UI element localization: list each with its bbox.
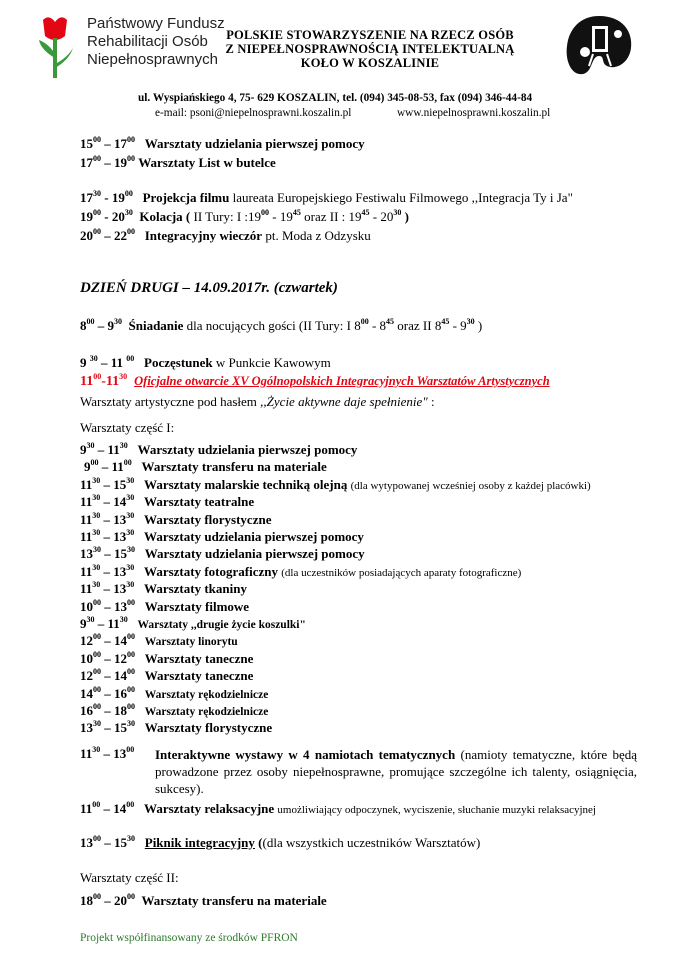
schedule-text: Warsztaty malarskie techniką olejną bbox=[144, 476, 348, 492]
schedule-text: Warsztaty udzielania pierwszej pomocy bbox=[144, 546, 365, 562]
schedule-row: $14^{00} - 16^{00}$ Warsztaty rękodzielnicze bbox=[80, 684, 269, 701]
schedule-text: Warsztaty ,,drugie życie koszulki" bbox=[137, 619, 306, 631]
schedule-text: 00 bbox=[127, 684, 135, 694]
schedule-text: 30 bbox=[126, 510, 135, 520]
schedule-text: 30 bbox=[92, 580, 101, 590]
schedule-text: 18 bbox=[114, 703, 127, 718]
schedule-text: 10 bbox=[80, 598, 93, 614]
day-two-heading: DZIEŃ DRUGI – 14.09.2017r. (czwartek) bbox=[80, 280, 338, 296]
schedule-text: 30 bbox=[92, 562, 101, 572]
schedule-text: 00 bbox=[127, 597, 135, 607]
schedule-text: 9 bbox=[80, 616, 87, 631]
schedule-row: $12^{00} - 14^{00}$ Warsztaty taneczne bbox=[80, 667, 254, 684]
schedule-row: $9^{30} - 11^{30}$ Warsztaty udzielania pierwszej pomocy bbox=[80, 441, 358, 457]
schedule-text: 30 bbox=[126, 475, 135, 485]
schedule-row: $20^{00} - 22^{00}$ Integracyjny wieczór pt. Moda z Odzysku bbox=[80, 227, 371, 243]
schedule-row: $13^{30} - 15^{30}$ Warsztaty florystyczne bbox=[80, 719, 273, 736]
schedule-row: $11^{30} - 13^{30}$ Warsztaty tkaniny bbox=[80, 580, 247, 597]
schedule-row: $18^{00} - 20^{00}$ Warsztaty transferu na materiale bbox=[80, 892, 327, 908]
schedule-row: $12^{00} - 14^{00}$ Warsztaty linorytu bbox=[80, 632, 238, 649]
schedule-text: 13 bbox=[113, 529, 127, 544]
schedule-row: $11^{30} - 14^{30}$ Warsztaty teatralne bbox=[80, 493, 255, 510]
motto-line: Warsztaty artystyczne pod hasłem ,,Życie aktywne daje spełnienie" : bbox=[80, 394, 435, 409]
schedule-text: 14 bbox=[114, 633, 127, 649]
schedule-text: 30 bbox=[126, 528, 135, 537]
schedule-row: $10^{00} - 13^{00}$ Warsztaty filmowe bbox=[80, 597, 250, 614]
address: ul. Wyspiańskiego 4, 75- 629 KOSZALIN, tel. (094) 345-08-53, fax (094) 346-44-84 bbox=[138, 92, 533, 104]
schedule-text: Warsztaty udzielania pierwszej pomocy bbox=[137, 442, 358, 457]
schedule-text: 30 bbox=[86, 615, 95, 624]
schedule-text: 12 bbox=[80, 633, 93, 649]
schedule-row: $9^{00} - 11^{00}$ Warsztaty transferu na materiale bbox=[84, 458, 327, 475]
schedule-text: (dla uczestników posiadających aparaty fotograficzne) bbox=[281, 566, 522, 579]
pfron-name-line-2: Rehabilitacji Osób bbox=[87, 33, 208, 50]
schedule-text: 14 bbox=[113, 494, 127, 510]
schedule-text: Warsztaty udzielania pierwszej pomocy bbox=[144, 529, 364, 544]
part1-label: Warsztaty część I: bbox=[80, 420, 175, 435]
schedule-text: 16 bbox=[80, 703, 93, 718]
opening-row: $11^{00}-11^{30}$ Oficjalne otwarcie XV Ogólnopolskich Integracyjnych Warsztatów Artystycznych bbox=[80, 372, 550, 389]
schedule-text: Warsztaty rękodzielnicze bbox=[144, 706, 269, 718]
schedule-text: Warsztaty taneczne bbox=[144, 650, 254, 666]
schedule-text: 13 bbox=[113, 511, 127, 527]
schedule-text: 10 bbox=[80, 650, 93, 666]
schedule-text: 14 bbox=[80, 685, 93, 701]
schedule-text: (dla wytypowanej wcześniej osoby z każdej placówki) bbox=[350, 479, 591, 492]
schedule-text: 15 bbox=[113, 476, 127, 492]
schedule-text: 14 bbox=[114, 668, 127, 684]
schedule-text: 13 bbox=[80, 720, 93, 736]
schedule-text: 00 bbox=[123, 458, 132, 468]
schedule-text: 11 bbox=[80, 494, 93, 510]
schedule-text: 30 bbox=[126, 580, 135, 590]
schedule-text: Warsztaty fotograficzny bbox=[144, 563, 278, 579]
schedule-row: $10^{00} - 12^{00}$ Warsztaty taneczne bbox=[80, 649, 254, 666]
schedule-row: $19^{00} - 20^{30}$ Kolacja ( II Tury: I $:19^{00} - 19^{45}$ oraz II : $19^{45} - 20^{30}$ ) bbox=[80, 208, 409, 224]
email[interactable]: e-mail: psoni@niepelnosprawni.koszalin.pl bbox=[155, 107, 352, 119]
website-link[interactable]: www.niepelnosprawni.koszalin.pl bbox=[397, 107, 551, 119]
pfron-logo bbox=[35, 14, 83, 80]
org-name-line-1: POLSKIE STOWARZYSZENIE NA RZECZ OSÓB bbox=[226, 28, 514, 42]
schedule-text: 00 bbox=[93, 597, 101, 607]
schedule-text: 13 bbox=[113, 563, 127, 579]
schedule-text: 11 bbox=[80, 476, 93, 492]
palette-logo bbox=[563, 12, 635, 82]
schedule-row: $11^{30} - 13^{30}$ Warsztaty florystyczne bbox=[80, 510, 272, 527]
schedule-text: 11 bbox=[80, 563, 93, 579]
schedule-text: 9 bbox=[84, 459, 91, 475]
schedule-text: Warsztaty florystyczne bbox=[144, 511, 272, 527]
schedule-text: 13 bbox=[80, 546, 93, 562]
schedule-text: 9 bbox=[80, 442, 87, 457]
schedule-text: 15 bbox=[114, 720, 127, 736]
schedule-text: 30 bbox=[127, 719, 135, 729]
schedule-text: Warsztaty rękodzielnicze bbox=[144, 688, 269, 701]
schedule-text: 12 bbox=[80, 668, 93, 684]
schedule-text: 00 bbox=[90, 458, 99, 468]
schedule-text: 00 bbox=[127, 702, 135, 711]
schedule-text: 12 bbox=[114, 650, 127, 666]
schedule-row: $11^{30} - 13^{30}$ Warsztaty udzielania pierwszej pomocy bbox=[80, 528, 364, 544]
pfron-tulip-icon bbox=[35, 14, 83, 80]
schedule-text: 11 bbox=[107, 616, 120, 631]
part2-label: Warsztaty część II: bbox=[80, 870, 179, 885]
schedule-text: 30 bbox=[119, 615, 128, 624]
footer-note: Projekt współfinansowany ze środków PFRON bbox=[80, 932, 298, 944]
schedule-text: 00 bbox=[127, 667, 135, 677]
snack-row: 9 $^{30}$ – 11 $^{00}$ Poczęstunek w Punkcie Kawowym bbox=[80, 354, 331, 370]
pfron-name-line-1: Państwowy Fundusz bbox=[87, 15, 225, 32]
schedule-text: Warsztaty tkaniny bbox=[144, 581, 247, 597]
schedule-text: 30 bbox=[92, 528, 101, 537]
schedule-text: 00 bbox=[93, 702, 101, 711]
schedule-text: 30 bbox=[127, 545, 135, 555]
schedule-text: 13 bbox=[114, 598, 127, 614]
schedule-text: 30 bbox=[86, 441, 95, 450]
schedule-row: $16^{00} - 18^{00}$ Warsztaty rękodzielnicze bbox=[80, 702, 269, 718]
schedule-text: 30 bbox=[126, 493, 135, 503]
schedule-text: 11 bbox=[111, 459, 124, 475]
org-name-line-3: KOŁO W KOSZALINIE bbox=[300, 56, 440, 70]
schedule-text: 30 bbox=[93, 719, 101, 729]
schedule-text: Warsztaty filmowe bbox=[144, 598, 250, 614]
schedule-text: 11 bbox=[80, 511, 93, 527]
schedule-text: 11 bbox=[107, 442, 120, 457]
schedule-text: 00 bbox=[93, 632, 101, 642]
exhibits-time: $11^{30} - 13^{00}$ bbox=[80, 745, 135, 761]
schedule-text: 30 bbox=[92, 475, 101, 485]
org-name-line-2: Z NIEPEŁNOSPRAWNOŚCIĄ INTELEKTUALNĄ bbox=[225, 42, 515, 56]
schedule-text: 00 bbox=[93, 667, 101, 677]
schedule-text: Warsztaty teatralne bbox=[144, 494, 255, 510]
schedule-row: $15^{00} - 17^{00}$ Warsztaty udzielania pierwszej pomocy bbox=[80, 135, 365, 151]
schedule-text: 15 bbox=[114, 546, 127, 562]
schedule-text: 00 bbox=[93, 684, 101, 694]
schedule-text: 00 bbox=[93, 649, 101, 659]
schedule-text: Warsztaty transferu na materiale bbox=[141, 459, 327, 475]
schedule-text: 11 bbox=[80, 581, 93, 597]
schedule-text: Warsztaty linorytu bbox=[144, 636, 238, 649]
schedule-row: $17^{00} - 19^{00}$ Warsztaty List w butelce bbox=[80, 154, 276, 170]
exhibits-text: Interaktywne wystawy w 4 namiotach tematycznych (namioty tematyczne, które będą prowadzone przez osoby niepełnosprawne, promujące szczególne ich talenty, osiągnięcia, sukcesy). bbox=[155, 747, 638, 796]
picnic-row: $13^{00} - 15^{30}$ Piknik integracyjny ((dla wszystkich uczestników Warsztatów) bbox=[80, 834, 481, 850]
schedule-text: 30 bbox=[119, 441, 128, 450]
schedule-row: $11^{30} - 15^{30}$ Warsztaty malarskie techniką olejną (dla wytypowanej wcześniej osoby z każdej placówki) bbox=[80, 475, 591, 492]
palette-icon bbox=[563, 12, 635, 82]
schedule-text: 00 bbox=[127, 649, 135, 659]
schedule-row: $11^{30} - 13^{30}$ Warsztaty fotograficzny (dla uczestników posiadających aparaty fotograficzne) bbox=[80, 562, 522, 579]
schedule-text: 30 bbox=[126, 562, 135, 572]
schedule-text: 13 bbox=[113, 581, 127, 597]
schedule-text: 00 bbox=[127, 632, 135, 642]
org-name bbox=[220, 28, 520, 70]
schedule-text: 30 bbox=[92, 510, 101, 520]
schedule-text: 30 bbox=[92, 493, 101, 503]
pfron-name-line-3: Niepełnosprawnych bbox=[87, 51, 218, 68]
schedule-text: 16 bbox=[114, 685, 127, 701]
schedule-row: $13^{30} - 15^{30}$ Warsztaty udzielania pierwszej pomocy bbox=[80, 545, 365, 562]
schedule-text: 30 bbox=[93, 545, 101, 555]
schedule-text: Warsztaty taneczne bbox=[144, 668, 254, 684]
schedule-text: Warsztaty florystyczne bbox=[144, 720, 273, 736]
breakfast-row: $8^{00} - 9^{30}$ Śniadanie dla nocujących gości (II Tury: I $8^{00} - 8^{45}$ oraz II $8^{45} - 9^{30}$ ) bbox=[80, 317, 483, 333]
schedule-text: 11 bbox=[80, 529, 93, 544]
schedule-row: $17^{30} - 19^{00}$ Projekcja filmu laureata Europejskiego Festiwalu Filmowego ,,Integracja Ty i Ja" bbox=[80, 189, 573, 205]
schedule-row: $9^{30} - 11^{30}$ Warsztaty ,,drugie życie koszulki" bbox=[80, 615, 306, 631]
relax-row: $11^{00} - 14^{00}$ Warsztaty relaksacyjne umożliwiający odpoczynek, wyciszenie, słuchanie muzyki relaksacyjnej bbox=[80, 800, 596, 816]
